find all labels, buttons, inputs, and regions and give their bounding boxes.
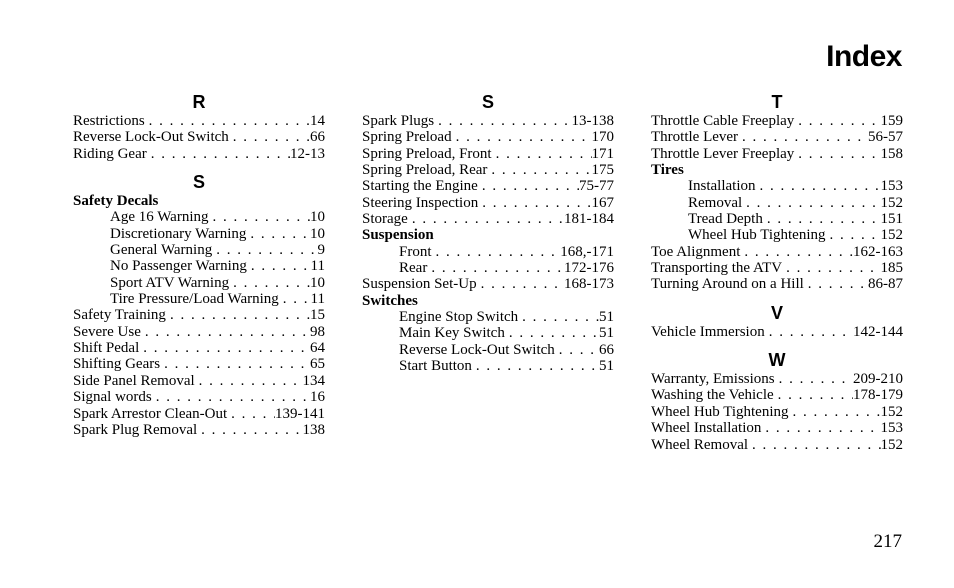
index-entry	[73, 356, 325, 372]
leader-dots	[408, 211, 564, 227]
entry-name: Steering Inspection	[362, 194, 479, 211]
leader-dots	[432, 244, 561, 260]
entry-page: 158	[880, 145, 903, 162]
entry-page: 64	[310, 340, 325, 357]
entry-page: 13-138	[571, 113, 614, 129]
leader-dots	[139, 340, 310, 356]
index-subentry	[73, 258, 325, 274]
entry-page: 12-13	[290, 145, 325, 162]
index-subentry	[651, 227, 903, 243]
leader-dots	[738, 129, 868, 145]
index-entry	[362, 113, 614, 129]
index-entry	[651, 260, 903, 276]
index-subentry	[73, 209, 325, 225]
entry-name: Removal	[688, 194, 743, 211]
entry-page: 75-77	[579, 178, 614, 195]
leader-dots	[487, 162, 591, 178]
entry-name: Safety Training	[73, 307, 166, 324]
section-letter: S	[192, 172, 205, 193]
index-subentry	[73, 291, 325, 307]
leader-dots	[247, 258, 311, 274]
entry-page: 51	[599, 325, 614, 342]
entry-page: 65	[310, 356, 325, 373]
entry-page: 168-173	[564, 276, 614, 293]
index-entry	[73, 373, 325, 389]
entry-name: Transporting the ATV	[651, 260, 783, 277]
index-subentry	[362, 309, 614, 325]
index-subentry	[362, 358, 614, 374]
index-entry	[651, 437, 903, 453]
index-entry	[651, 113, 903, 129]
entry-page: 170	[591, 129, 614, 146]
leader-dots	[160, 356, 310, 372]
entry-page: 16	[310, 389, 325, 406]
leader-dots	[748, 437, 880, 453]
leader-dots	[826, 227, 881, 243]
section-letter: W	[768, 350, 786, 371]
section-letter: R	[192, 92, 206, 112]
index-entry	[362, 211, 614, 227]
index-entry	[651, 387, 903, 403]
leader-dots	[478, 178, 579, 194]
index-heading: Tires	[651, 162, 684, 179]
entry-page: 152	[880, 227, 903, 244]
entry-name: Severe Use	[73, 323, 141, 340]
entry-page: 172-176	[564, 260, 614, 277]
index-entry	[362, 162, 614, 178]
entry-name: Wheel Hub Tightening	[688, 227, 826, 244]
entry-page: 66	[599, 341, 614, 358]
entry-name: Rear	[399, 260, 428, 277]
leader-dots	[427, 260, 564, 276]
entry-name: Discretionary Warning	[110, 225, 247, 242]
index-heading: Safety Decals	[73, 193, 159, 210]
entry-page: 15	[310, 307, 325, 324]
index-subentry	[651, 178, 903, 194]
leader-dots	[782, 260, 880, 276]
entry-name: Shifting Gears	[73, 356, 161, 373]
index-column-2	[362, 91, 614, 375]
index-subentry	[651, 211, 903, 227]
entry-page: 134	[302, 372, 325, 389]
leader-dots	[152, 389, 310, 405]
entry-name: Main Key Switch	[399, 325, 505, 342]
entry-name: Spring Preload, Rear	[362, 162, 488, 179]
leader-dots	[166, 307, 310, 323]
entry-name: Spark Arrestor Clean-Out	[73, 405, 228, 422]
leader-dots	[518, 309, 599, 325]
index-subentry	[73, 242, 325, 258]
index-subentry	[73, 226, 325, 242]
leader-dots	[555, 342, 599, 358]
entry-name: Throttle Cable Freeplay	[651, 113, 795, 129]
entry-name: Warranty, Emissions	[651, 371, 775, 388]
index-entry	[73, 146, 325, 162]
section-letter: T	[771, 92, 783, 112]
entry-page: 56-57	[868, 129, 903, 146]
index-entry	[651, 146, 903, 162]
entry-page: 10	[310, 209, 325, 226]
entry-name: Tread Depth	[688, 211, 763, 228]
entry-page: 142-144	[853, 323, 903, 340]
entry-name: Tire Pressure/Load Warning	[110, 291, 279, 308]
leader-dots	[789, 404, 881, 420]
entry-page: 51	[599, 309, 614, 326]
leader-dots	[765, 324, 853, 340]
entry-name: Spring Preload	[362, 129, 452, 146]
leader-dots	[212, 242, 317, 258]
index-entry	[73, 389, 325, 405]
entry-page: 139-141	[275, 405, 325, 422]
leader-dots	[742, 195, 880, 211]
entry-name: Vehicle Immersion	[651, 323, 765, 340]
leader-dots	[492, 146, 592, 162]
entry-page: 51	[599, 358, 614, 375]
entry-page: 152	[880, 403, 903, 420]
index-heading: Suspension	[362, 227, 434, 244]
entry-name: Turning Around on a Hill	[651, 276, 804, 293]
entry-name: Front	[399, 243, 432, 260]
leader-dots	[209, 209, 311, 225]
leader-dots	[229, 129, 310, 145]
entry-page: 162-163	[853, 243, 903, 260]
entry-page: 171	[591, 145, 614, 162]
entry-name: General Warning	[110, 242, 213, 259]
page-number: 217	[873, 531, 902, 552]
entry-name: Throttle Lever	[651, 129, 739, 146]
entry-name: Wheel Removal	[651, 436, 749, 453]
leader-dots	[740, 244, 853, 260]
index-entry	[362, 276, 614, 292]
entry-page: 10	[310, 274, 325, 291]
index-entry	[73, 129, 325, 145]
entry-page: 14	[310, 113, 325, 129]
index-entry	[73, 307, 325, 323]
page-title: Index	[826, 40, 902, 73]
entry-name: Suspension Set-Up	[362, 276, 477, 293]
entry-page: 10	[310, 225, 325, 242]
entry-name: Start Button	[399, 358, 472, 375]
index-column-3	[651, 91, 903, 453]
section-spacer	[651, 293, 903, 302]
entry-name: No Passenger Warning	[110, 258, 247, 275]
entry-name: Installation	[688, 178, 756, 195]
index-entry	[362, 146, 614, 162]
entry-page: 167	[591, 194, 614, 211]
entry-name: Toe Alignment	[651, 243, 741, 260]
entry-page: 86-87	[868, 276, 903, 293]
leader-dots	[756, 178, 881, 194]
index-entry	[73, 406, 325, 422]
entry-page: 11	[310, 258, 325, 275]
index-entry	[362, 129, 614, 145]
entry-name: Spark Plug Removal	[73, 421, 198, 438]
leader-dots	[761, 420, 880, 436]
section-letter: V	[770, 302, 783, 323]
index-subentry	[73, 275, 325, 291]
entry-page: 209-210	[853, 371, 903, 388]
entry-page: 153	[880, 420, 903, 437]
entry-name: Shift Pedal	[73, 340, 140, 357]
leader-dots	[279, 291, 311, 307]
leader-dots	[774, 387, 853, 403]
entry-page: 159	[880, 113, 903, 129]
index-entry	[651, 404, 903, 420]
leader-dots	[227, 406, 275, 422]
leader-dots	[794, 146, 880, 162]
entry-name: Spark Plugs	[362, 113, 435, 129]
entry-page: 153	[880, 178, 903, 195]
entry-page: 66	[310, 129, 325, 146]
section-spacer	[73, 162, 325, 171]
leader-dots	[472, 358, 599, 374]
leader-dots	[804, 276, 868, 292]
entry-page: 178-179	[853, 387, 903, 404]
index-entry	[651, 324, 903, 340]
index-entry	[651, 276, 903, 292]
entry-page: 152	[880, 436, 903, 453]
index-entry	[362, 195, 614, 211]
entry-name: Age 16 Warning	[110, 209, 209, 226]
entry-page: 9	[317, 242, 325, 259]
leader-dots	[775, 371, 853, 387]
section-spacer	[651, 340, 903, 349]
entry-page: 138	[302, 421, 325, 438]
leader-dots	[478, 195, 591, 211]
entry-name: Wheel Hub Tightening	[651, 403, 789, 420]
index-entry	[73, 113, 325, 129]
entry-name: Restrictions	[73, 113, 145, 129]
entry-page: 151	[880, 211, 903, 228]
index-entry	[73, 422, 325, 438]
entry-name: Spring Preload, Front	[362, 145, 492, 162]
entry-name: Washing the Vehicle	[651, 387, 774, 404]
leader-dots	[141, 324, 310, 340]
entry-name: Sport ATV Warning	[110, 274, 230, 291]
leader-dots	[477, 276, 564, 292]
leader-dots	[246, 226, 310, 242]
entry-page: 152	[880, 194, 903, 211]
index-subentry	[362, 342, 614, 358]
index-subentry	[362, 244, 614, 260]
index-entry	[362, 178, 614, 194]
leader-dots	[794, 113, 880, 129]
index-entry	[651, 420, 903, 436]
entry-name: Reverse Lock-Out Switch	[73, 129, 229, 146]
entry-page: 175	[591, 162, 614, 179]
entry-page: 168,-171	[560, 243, 614, 260]
leader-dots	[147, 146, 290, 162]
entry-name: Signal words	[73, 389, 152, 406]
index-entry	[651, 129, 903, 145]
entry-name: Wheel Installation	[651, 420, 762, 437]
entry-name: Side Panel Removal	[73, 372, 195, 389]
index-entry	[73, 340, 325, 356]
leader-dots	[452, 129, 592, 145]
section-letter: S	[481, 92, 494, 112]
index-entry	[73, 324, 325, 340]
entry-name: Throttle Lever Freeplay	[651, 145, 795, 162]
entry-name: Storage	[362, 211, 408, 228]
entry-name: Starting the Engine	[362, 178, 478, 195]
entry-name: Engine Stop Switch	[399, 309, 519, 326]
index-entry	[651, 371, 903, 387]
entry-name: Riding Gear	[73, 145, 147, 162]
leader-dots	[505, 325, 599, 341]
index-subentry	[362, 260, 614, 276]
leader-dots	[434, 113, 571, 129]
leader-dots	[229, 275, 310, 291]
index-subentry	[362, 325, 614, 341]
entry-page: 181-184	[564, 211, 614, 228]
entry-name: Reverse Lock-Out Switch	[399, 341, 555, 358]
leader-dots	[145, 113, 310, 129]
entry-page: 11	[310, 291, 325, 308]
index-heading: Switches	[362, 292, 418, 309]
leader-dots	[197, 422, 302, 438]
index-subentry	[651, 195, 903, 211]
entry-page: 185	[880, 260, 903, 277]
leader-dots	[763, 211, 881, 227]
entry-page: 98	[310, 323, 325, 340]
leader-dots	[195, 373, 303, 389]
index-entry	[651, 244, 903, 260]
index-column-1	[73, 91, 325, 438]
